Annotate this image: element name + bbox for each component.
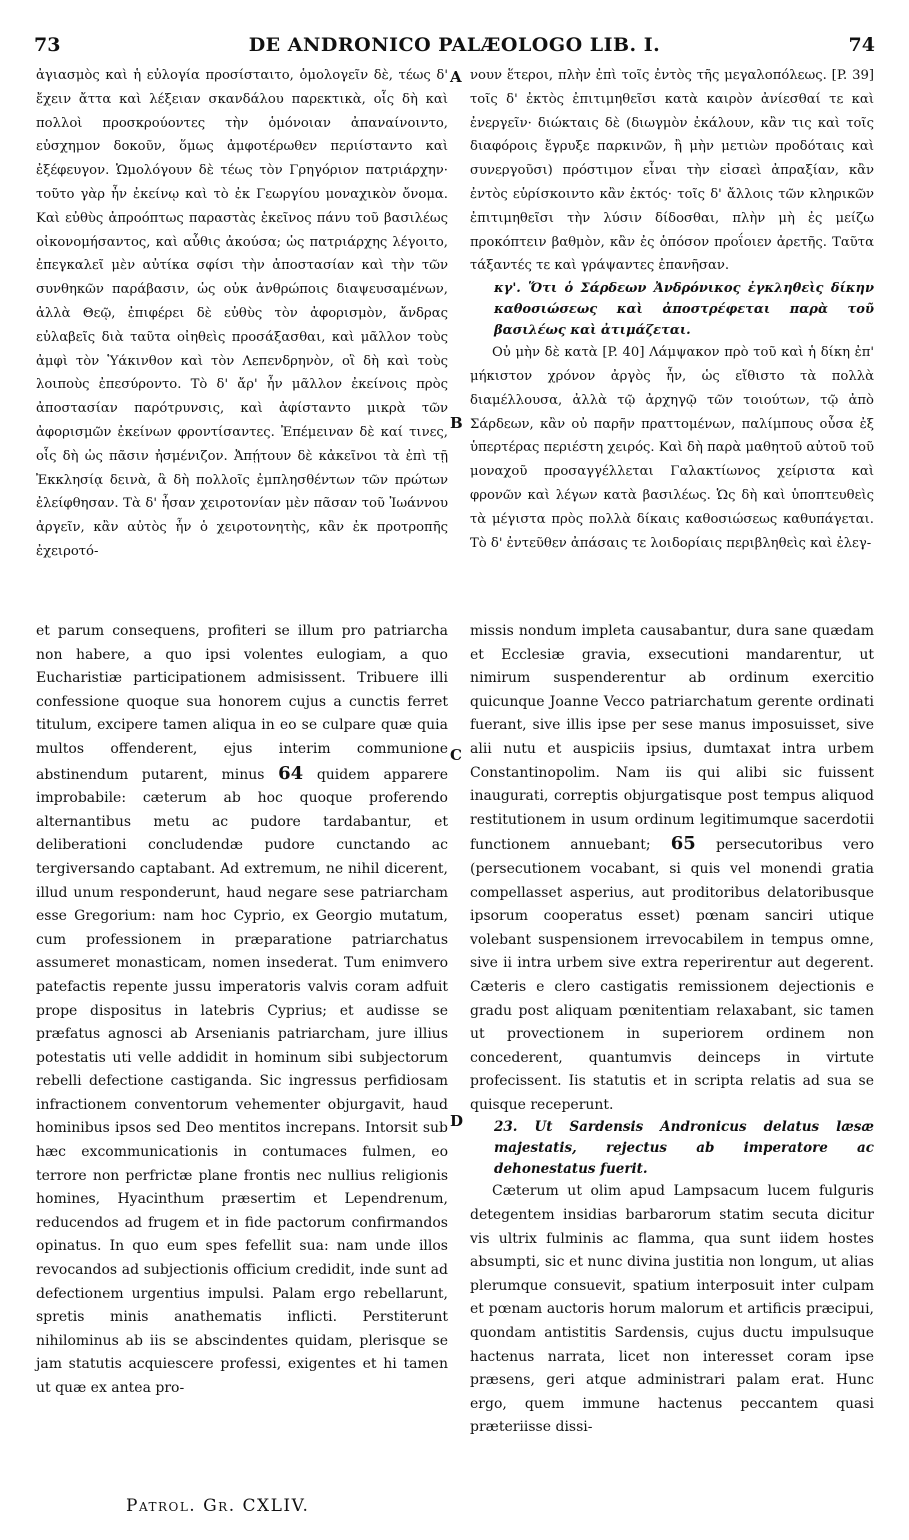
column-number-64: 64 bbox=[278, 762, 304, 784]
running-header bbox=[34, 34, 875, 58]
greek-paragraph-1: νουν ἕτεροι, πλὴν ἐπὶ τοῖς ἐντὸς τῆς μεγαλοπόλεως. [P. 39] τοῖς δ' ἐκτὸς ἐπιτιμηθεῖσι κατὰ καιρὸν ἀνίεσθαί τε καὶ ἐνεργεῖν· διώκταις δὲ (διωγμὸν ἐκάλουν, κἂν τις καὶ τοῖς διαφόροις ἔγρυξε παρκινῶν, ἢ μὴν μετιὼν προδόταις καὶ συνεργοῦσι) πρόστιμον εἶναι τὴν εἰσαεὶ ἀπραξίαν, κἂν ἐντὸς εὑρίσκοιντο κἂν ἐκτός· τοῖς δ' ἄλλοις τῶν κληρικῶν ἐπιτιμηθεῖσι τὴν λύσιν δίδοσθαι, πλὴν μὴ ἐς μείζω προκόπτειν βαθμὸν, κἂν ἐς ὁπόσον προΐοιεν ἀρετῆς. Ταῦτα τάξαντές τε καὶ γράψαντες ἐπανῆσαν. bbox=[470, 68, 874, 274]
page-number-right: 74 bbox=[848, 34, 875, 56]
greek-paragraph-2: Οὐ μὴν δὲ κατὰ [P. 40] Λάμψακον πρὸ τοῦ καὶ ἡ δίκη ἐπ' μήκιστον χρόνον ἀργὸς ἦν, ὡς εἴθιστο τὰ πολλὰ διαμέλλουσα, ἀλλὰ τῷ ἀρχηγῷ τῶν τοιούτων, τῷ ἀπὸ Σάρδεων, κἂν οὐ παρῆν πραττομένων, παλίμπους οὖσα ἐξ ὑπερτέρας περιέστη χειρός. Καὶ δὴ παρὰ μαθητοῦ αὐτοῦ τοῦ μοναχοῦ προσαγγέλλεται Γαλακτίωνος χείριστα καὶ φρονῶν καὶ λέγων κατὰ βασιλέως. Ὡς δὴ καὶ ὑποπτευθεὶς τὰ μέγιστα πρὸς πολλὰ δίκαις καθοσιώσεως καθυπάγεται. Τὸ δ' ἐντεῦθεν ἀπάσαις τε λοιδορίαις περιβληθεὶς καὶ ἐλεγ- bbox=[470, 345, 874, 551]
running-title: DE ANDRONICO PALÆOLOGO LIB. I. bbox=[248, 34, 661, 56]
latin-text: persecutoribus vero (persecutionem vocabant, si quis vel monendi gratia compellasset asperius, aut proditoribus delatoribusque ipsorum cooperatus esset) pœnam sanciri utique volebant suspensionem irrevocabilem in tempus omne, sive ii intra urbem sive extra reperirentur aut degerent. Cæteris e clero castigatis remissionem dejectionis e gradu post aliquam pœnitentiam relaxabant, sic tamen ut provectionem in superiorem ordinem non concederent, quantumvis deinceps in virtute profecissent. Iis statutis et in scripta relatis ad sua se quisque receperunt. bbox=[470, 837, 875, 1113]
latin-text: quidem apparere improbabile: cæterum ab hoc quoque proferendo alternantibus metu ac pudore tardabantur, et deliberationi concludendæ pudore cunctando ac tergiversando captabant. Ad extremum, ne nihil dicerent, illud unum responderunt, haud negare sese patriarcham esse Gregorium: nam hoc Cyprio, ex Georgio mutatum, cum professionem in præparatione patriarchatus assumeret monasticam, nomen insederat. Tum enimvero patefactis repente jussu imperatoris valvis coram adfuit prope dispositus in latebris Cyprius; et audisse se præfatus agnosci ab Arsenianis patriarcham, jure illius potestatis uti velle addidit in hominum sibi subjectorum rebelli defectione castiganda. Sic ingressus perfidiosam infractionem conventorum vehementer objurgavit, haud hominibus ipsos sed Deo mentitos increpans. Intorsit sub hæc excommunicationis in contumaces fulmen, eo terrore non perfrictæ plane frontis nec nullius religionis homines, Hyacinthum præsertim et Lependrenum, reducendos ad frugem et in fide pactorum confirmandos opinatus. In quo eum spes fefellit sua: nam unde illos revocandos ad subjectionis officium credidit, inde sunt ad defectionem urgentius impulsi. Palam ergo rebellarunt, spretis minis anathematis inflicti. Perstiterunt nihilominus ab iis se abscindentes quidam, plerisque se jam statutis acquiescere professi, exigentes et hi tamen ut quæ ex antea pro- bbox=[36, 766, 449, 1396]
latin-section-heading: 23. Ut Sardensis Andronicus delatus læsæ majestatis, rejectus ab imperatore ac dehonestatus fuerit. bbox=[494, 1119, 874, 1178]
column-number-65: 65 bbox=[670, 833, 696, 855]
latin-paragraph-right-1 bbox=[470, 620, 874, 1117]
greek-column-right bbox=[470, 64, 874, 555]
margin-letter-b: B bbox=[450, 414, 463, 432]
margin-letter-a: A bbox=[450, 68, 462, 86]
latin-column-left bbox=[36, 620, 448, 1401]
greek-column-left bbox=[36, 64, 448, 564]
latin-paragraph-right-2: Cæterum ut olim apud Lampsacum lucem fulguris detegentem insidias barbarorum statim secuta dicitur vis ultrix fulminis ac flamma, qua sunt iidem hostes absumpti, sic et nunc divina justitia non longum, ut alias plerumque consuevit, spatium interposuit inter culpam et pœnam auctoris horum malorum et artificis præcipui, quondam antistitis Sardensis, cujus ductu impulsuque hactenus narrata, licet non interesset coram ipse præsens, geri atque administrari palam erat. Hunc ergo, quem immune hactenus peccantem quasi præteriisse dissi- bbox=[470, 1183, 874, 1436]
margin-letter-d: D bbox=[450, 1112, 464, 1130]
greek-text-left: ἀγιασμὸς καὶ ἡ εὐλογία προσίσταιτο, ὁμολογεῖν δὲ, τέως δ' ἔχειν ἄττα καὶ λέξειαν σκανδάλου παρεκτικὰ, οἷς δὴ καὶ πολλοὶ προσκρούοντες τὴν ὁμόνοιαν ἀπαναίνοιντο, εὐσχημον δοκοῦν, ὅμως ἀμφοτέρωθεν περιίσταντο καὶ ἐξέφευγον. Ὡμολόγουν δὲ τέως τὸν Γρηγόριον πατριάρχην· τοῦτο γὰρ ἦν ἐκείνῳ καὶ τὸ ἐκ Γεωργίου μοναχικὸν ὄνομα. Καὶ εὐθὺς ἀπροόπτως παραστὰς ἐκεῖνος πάνυ τοῦ βασιλέως οἰκονομήσαντος, καὶ αὖθις ἀκούσα; ὡς πατριάρχης λέγοιτο, ἐπεγκαλεῖ μὲν αὐτίκα σφίσι τὴν ἀποστασίαν καὶ τὴν τῶν συνθηκῶν παράβασιν, ὡς οὐκ ἀνθρώποις διαψευσαμένων, ἀλλὰ Θεῷ, ἐπιφέρει δὲ εὐθὺς τὸν ἀφορισμὸν, ἄνδρας εὐλαβεῖς διὰ ταῦτα οἰηθεὶς προσάξασθαι, καὶ μᾶλλον τοὺς ἀμφὶ τὸν Ὑάκινθον καὶ τὸν Λεπενδρηνὸν, οἳ δὴ καὶ τοὺς λοιποὺς ἐπεσύροντο. Τὸ δ' ἄρ' ἦν μᾶλλον ἐκείνοις πρὸς ἀποστασίαν παρότρυνσις, καὶ ἀφίσταντο μικρὰ τῶν ἀφορισμῶν ἐκείνων φροντίσαντες. Ἐπέμειναν δὲ καί τινες, οἷς δὴ ὡς πᾶσιν ἠσμένιζον. Ἀπῄτουν δὲ κἀκεῖνοι τὰ ἐπὶ τῇ Ἐκκλησίᾳ δεινὰ, ἃ δὴ πολλοῖς ἐμπλησθέντων τῶν πρώτων ἐλείφθησαν. Τὰ δ' ἦσαν χειροτονίαν μὲν πᾶσαν τοῦ Ἰωάννου ἀργεῖν, κἂν αὐτὸς ἦν ὁ χειροτονητὴς, κἂν ἐκ προτροπῆς ἐχειροτό- bbox=[36, 68, 448, 559]
latin-text: missis nondum impleta causabantur, dura sane quædam et Ecclesiæ gravia, exsecutioni mandarentur, ut nimirum suspenderentur ab ordinum exercitio quicunque Joanne Vecco patriarchatum gerente ordinati fuerant, sive illis ipse per sese manus imposuisset, sive alii nutu et auspiciis ipsius, dumtaxat intra urbem Constantinopolim. Nam iis qui alibi sic fuissent inaugurati, correptis objurgatisque post tempus aliquod restitutionem in usum ordinum legitimumque sacerdotii functionem annuebant; bbox=[470, 623, 874, 854]
latin-text: et parum consequens, profiteri se illum pro patriarcha non habere, a quo ipsi volentes eulogiam, a quo Eucharistiæ participationem admisissent. Tribuere illi confessione quoque sua honorem cujus a cunctis ferret titulum, excipere tamen aliqua in eo se culpare quæ quia multos offenderent, ejus interim communione abstinendum putarent, minus bbox=[36, 623, 448, 783]
footer-signature: Patrol. Gr. CXLIV. bbox=[126, 1496, 310, 1516]
greek-section-heading: κγ'. Ὅτι ὁ Σάρδεων Ἀνδρόνικος ἐγκληθεὶς δίκην καθοσιώσεως καὶ ἀποστρέφεται παρὰ τοῦ βασιλέως καὶ ἀτιμάζεται. bbox=[494, 281, 874, 339]
latin-paragraph-left bbox=[36, 620, 448, 1401]
page-number-left: 73 bbox=[34, 34, 61, 56]
margin-letter-c: C bbox=[450, 746, 462, 764]
latin-column-right bbox=[470, 620, 874, 1440]
